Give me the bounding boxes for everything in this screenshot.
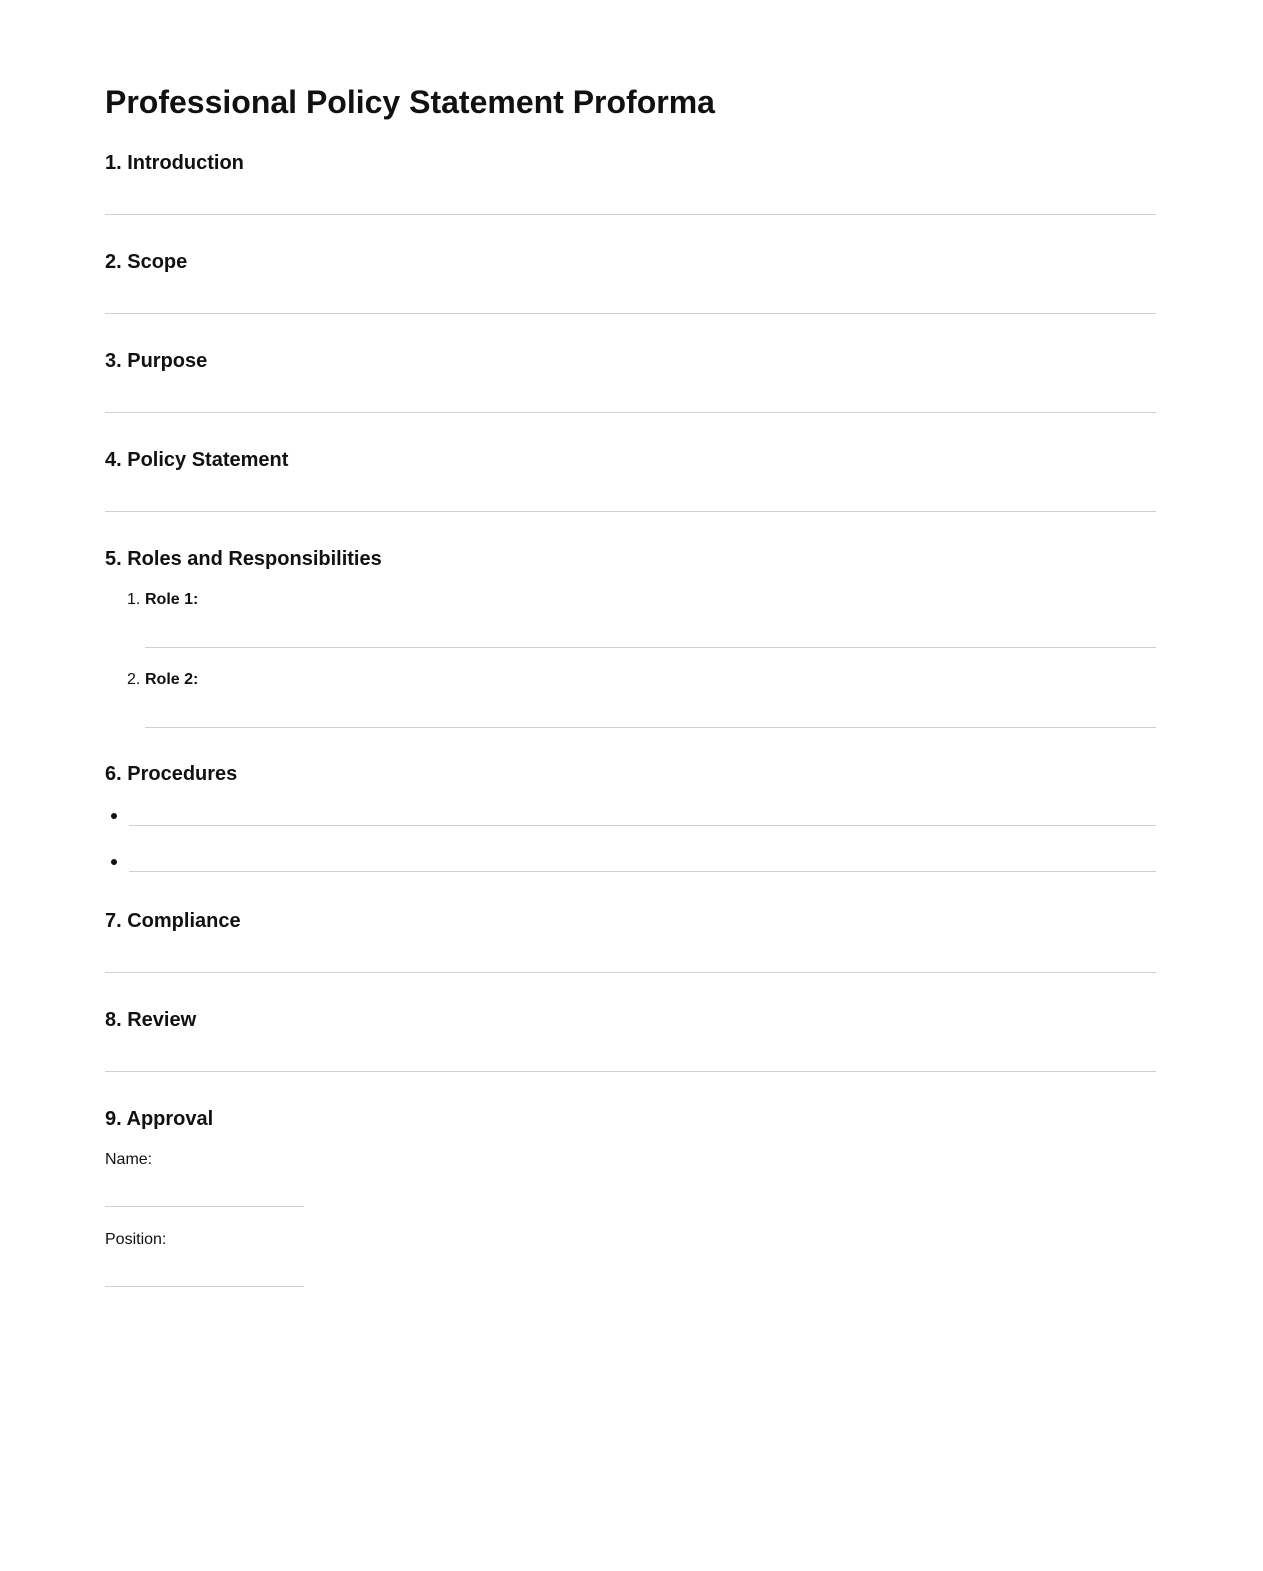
- section-heading-compliance: 7. Compliance: [105, 910, 241, 932]
- section-heading-purpose: 3. Purpose: [105, 350, 208, 372]
- section-heading-roles: 5. Roles and Responsibilities: [105, 548, 382, 570]
- section-heading-approval: 9. Approval: [105, 1108, 214, 1130]
- role-2-number: 2.: [127, 671, 141, 688]
- section-heading-policy-statement: 4. Policy Statement: [105, 449, 289, 471]
- procedure-2-bullet: [111, 859, 117, 865]
- scope-input-line[interactable]: [105, 313, 1156, 314]
- policy-statement-input-line[interactable]: [105, 511, 1156, 512]
- introduction-input-line[interactable]: [105, 214, 1156, 215]
- role-2-label: Role 2:: [145, 671, 199, 688]
- role-1-number: 1.: [127, 591, 141, 608]
- section-heading-review: 8. Review: [105, 1009, 197, 1031]
- review-input-line[interactable]: [105, 1071, 1156, 1072]
- compliance-input-line[interactable]: [105, 972, 1156, 973]
- approval-name-input-line[interactable]: [105, 1206, 304, 1207]
- role-1-label: Role 1:: [145, 591, 199, 608]
- approval-position-label: Position:: [105, 1231, 167, 1248]
- procedure-1-bullet: [111, 813, 117, 819]
- page-title: Professional Policy Statement Proforma: [105, 84, 715, 120]
- section-heading-procedures: 6. Procedures: [105, 763, 238, 785]
- role-1-input-line[interactable]: [145, 647, 1156, 648]
- approval-name-label: Name:: [105, 1151, 153, 1168]
- procedure-1-input-line[interactable]: [129, 825, 1156, 826]
- role-2-input-line[interactable]: [145, 727, 1156, 728]
- section-heading-introduction: 1. Introduction: [105, 152, 244, 174]
- procedure-2-input-line[interactable]: [129, 871, 1156, 872]
- purpose-input-line[interactable]: [105, 412, 1156, 413]
- approval-position-input-line[interactable]: [105, 1286, 304, 1287]
- section-heading-scope: 2. Scope: [105, 251, 188, 273]
